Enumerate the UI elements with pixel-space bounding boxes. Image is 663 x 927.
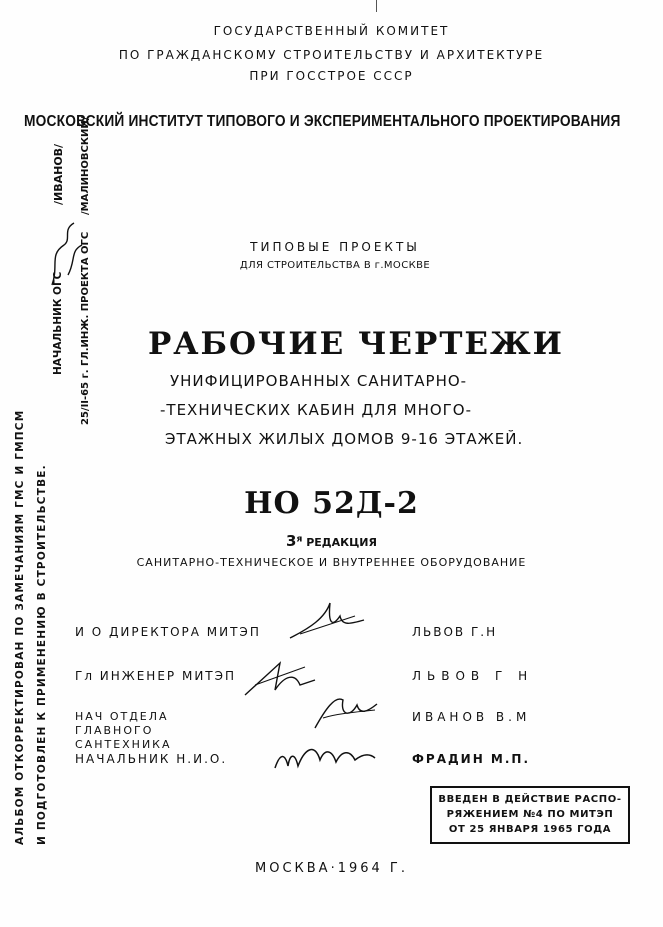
- margin-head-label: НАЧАЛЬНИК ОГС: [52, 271, 64, 375]
- margin-signatures: [44, 215, 94, 295]
- margin-ivanov: /ИВАНОВ/: [52, 143, 65, 205]
- department-head-signature: [305, 690, 385, 735]
- signatory-name-nio-head: ФРАДИН М.П.: [412, 752, 531, 766]
- signatory-name-director: ЛЬВОВ Г.Н: [412, 625, 498, 639]
- director-signature: [280, 598, 370, 648]
- stamp-line-1: ВВЕДЕН В ДЕЙСТВИЕ РАСПО-: [438, 794, 622, 805]
- signatory-role-chief-engineer: Гл ИНЖЕНЕР МИТЭП: [75, 669, 237, 683]
- enactment-stamp: [430, 786, 630, 844]
- institute-name: МОСКОВСКИЙ ИНСТИТУТ ТИПОВОГО И ЭКСПЕРИМЕНТАЛЬНОГО ПРОЕКТИРОВАНИЯ: [24, 113, 621, 130]
- subtitle-line-1: УНИФИЦИРОВАННЫХ САНИТАРНО-: [170, 372, 468, 390]
- project-code: НО 52Д-2: [244, 486, 419, 521]
- stamp-line-2: РЯЖЕНИЕМ №4 ПО МИТЭП: [446, 809, 614, 820]
- stamp-line-3: ОТ 25 ЯНВАРЯ 1965 ГОДА: [448, 824, 612, 835]
- document-title: РАБОЧИЕ ЧЕРТЕЖИ: [148, 326, 564, 362]
- typical-projects-sublabel: ДЛЯ СТРОИТЕЛЬСТВА В г.МОСКВЕ: [239, 260, 431, 271]
- typical-projects-label: ТИПОВЫЕ ПРОЕКТЫ: [250, 240, 420, 254]
- city-year: МОСКВА·1964 Г.: [255, 861, 408, 876]
- signatory-role-nio-head: НАЧАЛЬНИК Н.И.О.: [75, 752, 228, 766]
- committee-line-1: ГОСУДАРСТВЕННЫЙ КОМИТЕТ: [213, 24, 450, 38]
- subtitle-line-3: ЭТАЖНЫХ ЖИЛЫХ ДОМОВ 9-16 ЭТАЖЕЙ.: [165, 430, 524, 448]
- edition-number: 3: [286, 532, 297, 550]
- edition-text: РЕДАКЦИЯ: [306, 536, 377, 549]
- scan-mark: [376, 0, 377, 12]
- edition-suffix: я: [296, 533, 303, 545]
- signatory-role-director: И О ДИРЕКТОРА МИТЭП: [75, 625, 261, 639]
- committee-line-2: ПО ГРАЖДАНСКОМУ СТРОИТЕЛЬСТВУ И АРХИТЕКТУРЕ: [118, 48, 545, 62]
- nio-head-signature: [270, 738, 380, 778]
- signatory-role-department-head: НАЧ ОТДЕЛА ГЛАВНОГО САНТЕХНИКА: [75, 710, 172, 751]
- margin-malinovsky: /МАЛИНОВСКИЙ/: [80, 116, 91, 215]
- subtitle-line-2: -ТЕХНИЧЕСКИХ КАБИН ДЛЯ МНОГО-: [160, 401, 473, 419]
- signatory-name-department-head: ИВАНОВ В.М: [412, 710, 531, 724]
- margin-album-note-2: И ПОДГОТОВЛЕН К ПРИМЕНЕНИЮ В СТРОИТЕЛЬСТВЕ.: [36, 464, 48, 845]
- equipment-section: САНИТАРНО-ТЕХНИЧЕСКОЕ И ВНУТРЕННЕЕ ОБОРУДОВАНИЕ: [136, 556, 527, 569]
- margin-album-note-1: АЛЬБОМ ОТКОРРЕКТИРОВАН ПО ЗАМЕЧАНИЯМ ГМС И ГМПСМ: [14, 409, 26, 845]
- committee-line-3: ПРИ ГОССТРОЕ СССР: [249, 69, 414, 83]
- signatory-name-chief-engineer: ЛЬВОВ Г Н: [412, 669, 534, 683]
- margin-chief-label: 25/II-65 г. ГЛ.ИНЖ. ПРОЕКТА ОГС: [80, 231, 91, 425]
- edition-label: [0, 532, 663, 550]
